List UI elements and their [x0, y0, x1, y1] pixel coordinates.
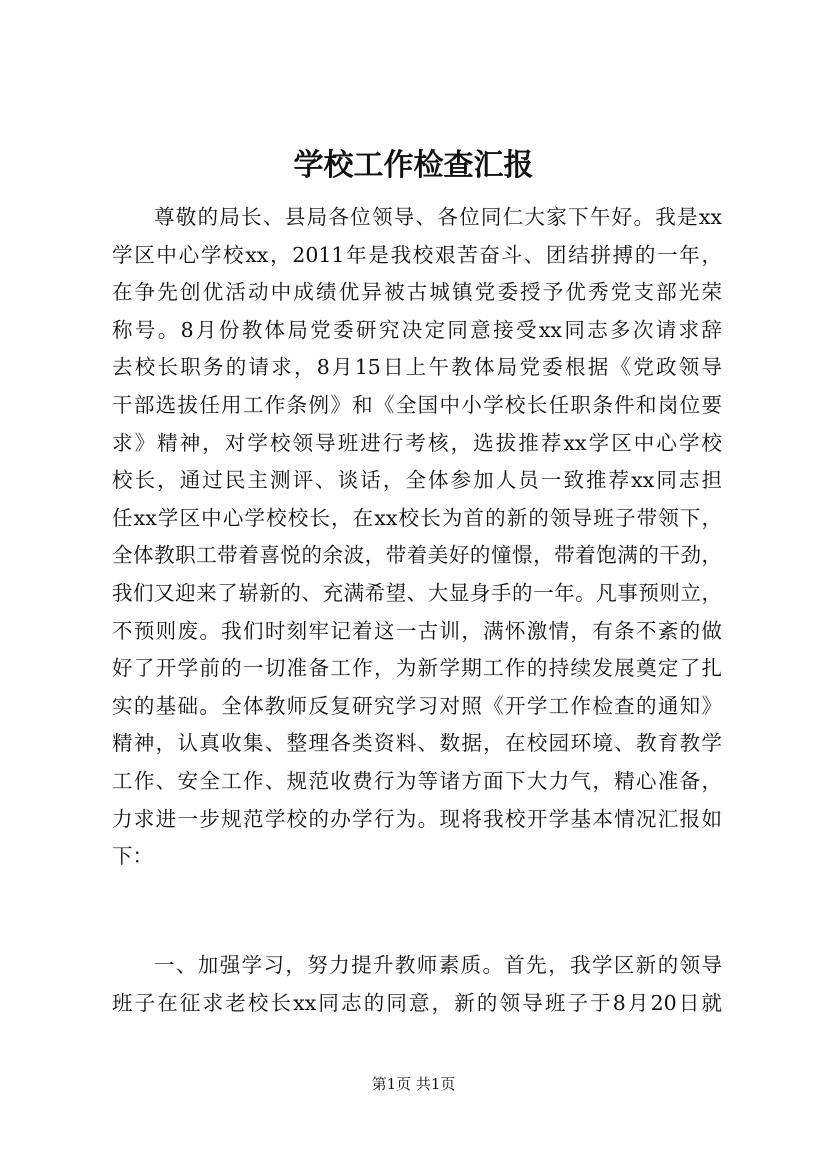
text-line: 好了开学前的一切准备工作，为新学期工作的持续发展奠定了扎: [112, 656, 722, 681]
text-line: 不预则废。我们时刻牢记着这一古训，满怀激情，有条不紊的做: [112, 618, 722, 643]
text-line: 求》精神，对学校领导班进行考核，选拔推荐xx学区中心学校: [112, 430, 722, 455]
text-line: 工作、安全工作、规范收费行为等诸方面下大力气，精心准备，: [112, 768, 722, 793]
text-line: 任xx学区中心学校校长，在xx校长为首的新的领导班子带领下，: [112, 505, 722, 530]
text-line: 去校长职务的请求，8月15日上午教体局党委根据《党政领导: [112, 355, 722, 380]
text-line: 一、加强学习，努力提升教师素质。首先，我学区新的领导: [154, 953, 722, 977]
text-line: 下：: [112, 844, 153, 869]
text-line: 力求进一步规范学校的办学行为。现将我校开学基本情况汇报如: [112, 806, 722, 831]
text-line: 精神，认真收集、整理各类资料、数据，在校园环境、教育教学: [112, 731, 722, 756]
text-line: 实的基础。全体教师反复研究学习对照《开学工作检查的通知》: [112, 693, 722, 718]
text-line: 干部选拔任用工作条例》和《全国中小学校长任职条件和岗位要: [112, 392, 722, 417]
paragraph-1: [112, 199, 722, 876]
paragraph-2: [112, 947, 722, 1022]
text-line: 班子在征求老校长xx同志的同意，新的领导班子于8月20日就: [112, 990, 722, 1015]
text-line: 称号。8月份教体局党委研究决定同意接受xx同志多次请求辞: [112, 317, 722, 342]
document-title: 学校工作检查汇报: [293, 148, 534, 183]
text-line: 我们又迎来了崭新的、充满希望、大显身手的一年。凡事预则立，: [112, 580, 722, 605]
text-line: 尊敬的局长、县局各位领导、各位同仁大家下午好。我是xx: [154, 205, 722, 229]
page-footer: 第1页 共1页: [371, 1075, 456, 1093]
text-line: 全体教职工带着喜悦的余波，带着美好的憧憬，带着饱满的干劲，: [112, 543, 722, 568]
text-line: 在争先创优活动中成绩优异被古城镇党委授予优秀党支部光荣: [112, 280, 722, 305]
text-line: 校长，通过民主测评、谈话，全体参加人员一致推荐xx同志担: [112, 468, 722, 493]
text-line: 学区中心学校xx，2011年是我校艰苦奋斗、团结拼搏的一年，: [112, 242, 722, 267]
